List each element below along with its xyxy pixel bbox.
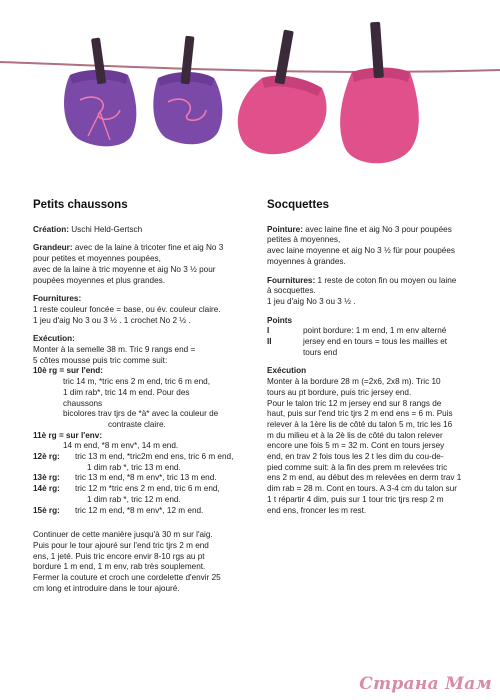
row-label: 13è rg: xyxy=(33,473,60,483)
purple-bootie-right xyxy=(153,36,222,145)
grandeur-line: avec de la laine à tricoter fine et aig No 3 xyxy=(74,243,224,253)
execution-block-right xyxy=(267,366,482,516)
row-line: tric 12 m end, *8 m env*, 12 m end. xyxy=(75,505,204,515)
execution-block-left xyxy=(33,334,248,516)
row-11-label: 11è rg = sur l'env: xyxy=(33,430,103,440)
point-text: tours end xyxy=(303,347,338,357)
row-10-line: chaussons xyxy=(63,398,103,408)
point-text: point bordure: 1 m end, 1 m env alterné xyxy=(303,326,447,336)
row-line: 1 dim rab *, tric 12 m end. xyxy=(87,494,181,504)
grandeur-line: poupées moyennes et plus grandes. xyxy=(33,275,165,285)
row-10-line: bicolores trav tjrs de *à* avec la couleur de xyxy=(63,409,219,419)
row-label: 15è rg: xyxy=(33,505,60,515)
row-10-line: 1 dim rab*, tric 14 m end. Pour des xyxy=(63,387,190,397)
booties-photo xyxy=(0,0,500,180)
closing-line: cm long et introduire dans le tour ajouré. xyxy=(33,583,180,593)
fournitures-label: Fournitures: xyxy=(33,294,82,304)
row-line: 1 dim rab *, tric 13 m end. xyxy=(87,462,181,472)
pointure-line: avec laine fine et aig No 3 pour poupées xyxy=(305,224,452,234)
fournitures-line: 1 reste de coton fin ou moyen ou laine xyxy=(317,275,457,285)
point-number: I xyxy=(267,326,270,336)
fournitures-block-left xyxy=(33,294,248,326)
grandeur-line: avec de la laine à tric moyenne et aig No 3 ½ pour xyxy=(33,264,216,274)
row-line: tric 13 m end, *8 m env*, tric 13 m end. xyxy=(75,473,217,483)
pink-sock-right xyxy=(340,22,419,164)
closing-line: Puis pour le tour ajouré sur l'end tric tjrs 2 m end xyxy=(33,540,209,550)
grandeur-block xyxy=(33,243,248,286)
pointure-label: Pointure: xyxy=(267,224,303,234)
pointure-line: avec laine moyenne et aig No 3 ½ für pour poupées xyxy=(267,246,455,256)
execution-line: dim rab = 28 m. Cont en tours. A 3-4 cm du talon sur xyxy=(267,484,457,494)
closing-line: bordure 1 m end, 1 m env, rab très souplement. xyxy=(33,562,206,572)
execution-line: tours au pt bordure, puis tric jersey end. xyxy=(267,387,412,397)
fournitures-line: 1 reste couleur foncée = base, ou év. couleur claire. xyxy=(33,304,221,314)
fournitures-line: à socquettes. xyxy=(267,286,316,296)
pink-sock-left xyxy=(238,30,327,155)
execution-intro-line: Monter à la semelle 38 m. Tric 9 rangs end = xyxy=(33,345,196,355)
row-10-line: contraste claire. xyxy=(108,419,166,429)
row-line: tric 13 m end, *tric2m end ens, tric 6 m end, xyxy=(75,452,234,462)
fournitures-line: 1 jeu d'aig No 3 ou 3 ½ . xyxy=(267,296,356,306)
right-title: Socquettes xyxy=(267,199,329,211)
booties-illustration xyxy=(0,0,500,180)
row-14 xyxy=(33,484,248,505)
execution-label: Exécution: xyxy=(33,334,75,344)
execution-line: 1 t répartir 4 dim, puis sur 1 tour tric tjrs resp 2 m xyxy=(267,494,444,504)
closing-line: Fermer la couture et croch une cordelette d'envir 25 xyxy=(33,573,221,583)
row-10-line: tric 14 m, *tric ens 2 m end, tric 6 m end, xyxy=(63,377,210,387)
fournitures-label: Fournitures: xyxy=(267,275,316,285)
watermark-text: Страна Мам xyxy=(359,674,492,694)
execution-line: end, en trav 2 fois tous les 2 t les dim du cou-de- xyxy=(267,452,444,462)
left-title: Petits chaussons xyxy=(33,199,128,211)
closing-line: ens, 1 jeté. Puis tric encore envir 8-10 rgs au pt xyxy=(33,551,205,561)
execution-label: Exécution xyxy=(267,366,307,376)
row-13 xyxy=(33,473,248,484)
row-line: tric 12 m *tric ens 2 m end, tric 6 m end, xyxy=(75,484,220,494)
row-10-label: 10è rg = sur l'end: xyxy=(33,366,103,376)
pointure-block xyxy=(267,225,482,268)
purple-bootie-left xyxy=(64,38,136,147)
row-12 xyxy=(33,452,248,473)
clothesline xyxy=(0,62,500,72)
points-label: Points xyxy=(267,315,293,325)
closing-block xyxy=(33,530,248,594)
execution-line: haut, puis sur l'end tric tjrs 2 m end ens = 6 m. Puis xyxy=(267,409,453,419)
execution-line: relever à la 1ère lis de côté du talon 5 m, tric les 16 xyxy=(267,419,453,429)
point-item xyxy=(267,337,482,358)
row-label: 14è rg: xyxy=(33,484,60,494)
points-block xyxy=(267,316,482,359)
grandeur-label: Grandeur: xyxy=(33,243,73,253)
execution-line: m du milieu et à la 2è lis de côté du talon relever xyxy=(267,430,443,440)
grandeur-line: pour petites et moyennes poupées, xyxy=(33,254,161,264)
execution-line: ens 2 m end, au début des m relevées en derm trav 1 xyxy=(267,473,462,483)
creation-value: Uschi Held-Gertsch xyxy=(71,224,143,234)
pointure-line: petites à moyennes, xyxy=(267,235,341,245)
fournitures-line: 1 jeu d'aig No 3 ou 3 ½ . 1 crochet No 2 ½ . xyxy=(33,315,191,325)
point-text: jersey end en tours = tous les mailles et xyxy=(303,337,448,347)
execution-line: Pour le talon tric 12 m jersey end sur 8 rangs de xyxy=(267,398,442,408)
execution-intro-line: 5 côtes mousse puis tric comme suit: xyxy=(33,355,168,365)
execution-line: Monter à la bordure 28 m (=2x6, 2x8 m). Tric 10 xyxy=(267,377,441,387)
row-15 xyxy=(33,506,248,517)
creation-label: Création: xyxy=(33,224,69,234)
point-number: II xyxy=(267,337,272,347)
site-watermark xyxy=(359,674,492,694)
row-11-line: 14 m end, *8 m env*, 14 m end. xyxy=(63,441,179,451)
fournitures-block-right xyxy=(267,276,482,308)
closing-line: Continuer de cette manière jusqu'à 30 m sur l'aig. xyxy=(33,530,213,540)
row-label: 12è rg: xyxy=(33,452,60,462)
execution-line: encore une fois 5 m = 32 m. Cont en tours jersey xyxy=(267,441,445,451)
right-column xyxy=(267,200,482,524)
creation-block xyxy=(33,225,248,236)
left-column xyxy=(33,200,248,603)
execution-line: pied comme suit: à la fin des prem m relevées tric xyxy=(267,462,448,472)
pointure-line: moyennes à grandes. xyxy=(267,256,346,266)
point-item xyxy=(267,326,482,337)
execution-line: end ens, froncer les m rest. xyxy=(267,505,367,515)
